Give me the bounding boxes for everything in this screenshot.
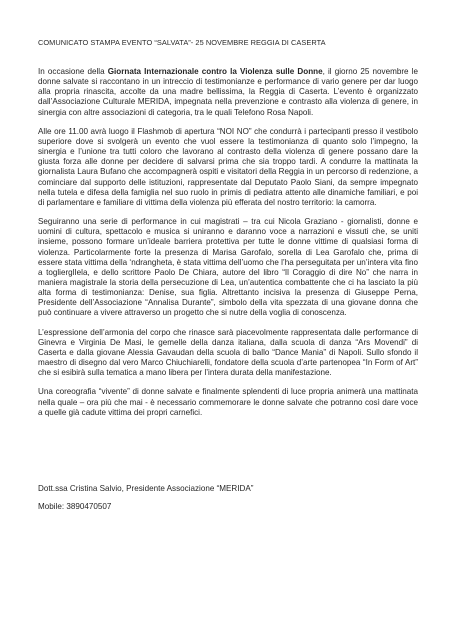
event-name-bold: Giornata Internazionale contro la Violenza sulle Donne: [107, 67, 323, 76]
document-body: [38, 67, 418, 427]
paragraph-dance: L’espressione dell’armonia del corpo che rinasce sarà piacevolmente rappresentata dalle performance di Ginevra e Virginia De Masi, le gemelle della danza italiana, dalla scuola di danza “Ars Movendi” di Caserta e dalla giovane Alessia Gavaudan della scuola di ballo “Dance Mania” di Napoli. Sullo sfondo il maestro di disegno dal vero Marco Chiuchiarelli, fondatore della scuola d’arte partenopea “In Form of Art” che si esibirà sulla tematica a mano libera per l’intera durata della manifestazione.: [38, 327, 418, 378]
paragraph-intro-lead: In occasione della: [38, 67, 108, 76]
press-release-heading: COMUNICATO STAMPA EVENTO “SALVATA”- 25 NOVEMBRE REGGIA DI CASERTA: [38, 38, 326, 47]
paragraph-intro-rest: , il giorno 25 novembre le donne salvate si raccontano in un intreccio di testimonianze e performance di vario genere per dar luogo alla propria rinascita, accolte da una madre bellissima, la Reggia di Caserta. L’evento è organizzato dall’Associazione Culturale MERIDA, impegnata nella prevenzione e contrasto alla violenza di genere, in sinergia con altre associazioni di categoria, tra le quali Telefono Rosa Napoli.: [38, 67, 418, 117]
mobile-number: Mobile: 3890470507: [38, 502, 112, 511]
paragraph-performances: Seguiranno una serie di performance in cui magistrati – tra cui Nicola Graziano - giornalisti, donne e uomini di cultura, spettacolo e musica si uniranno e daranno voce a narrazioni e vissuti che, se uniti insieme, possono formare un’ideale barriera protettiva per tutte le donne vittime di qualsiasi forma di violenza. Particolarmente forte la presenza di Marisa Garofalo, sorella di Lea Garofalo che, prima di essere stata vittima della ‘ndrangheta, è stata vittima dell’uomo che l’ha perseguitata per un’intera vita fino a toglierglIela, e dello scrittore Paolo De Chiara, autore del libro “Il Coraggio di dire No” che narra in maniera magistrale la storia della persecuzione di Lea, un’autentica combattente che ci ha lasciato la più alta forma di testimonianza: Denise, sua figlia. Altrettanto incisiva la presenza di Giuseppe Perna, Presidente dell’Associazione “Annalisa Durante”, simbolo della vita spezzata di una giovane donna che può continuare a vivere attraverso un progetto che si nutre della voglia di conoscenza.: [38, 217, 418, 318]
paragraph-intro: [38, 67, 418, 118]
signature: Dott.ssa Cristina Salvio, Presidente Associazione “MERIDA”: [38, 484, 254, 493]
paragraph-flashmob: Alle ore 11.00 avrà luogo il Flashmob di apertura “NOI NO” che condurrà i partecipanti presso il vestibolo superiore dove si svolgerà un evento che vuol essere la testimonianza di quanto solo l’impegno, la sinergia e l’unione tra tutti coloro che lavorano al contrasto della violenza di genere possano dare la giusta forza alle donne per decidere di salvarsi prima che sia troppo tardi. A condurre la mattinata la giornalista Laura Bufano che accompagnerà ospiti e visitatori della Reggia in un percorso di redenzione, a cominciare dal supporto delle istituzioni, rappresentate dal Deputato Paolo Siani, da sempre impegnato nella tutela e difesa della famiglia nel suo ruolo in primis di pediatra attento alle dinamiche familiari, e poi di parlamentare e familiare di vittima della violenza più efferata del nostro territorio: la camorra.: [38, 126, 418, 207]
paragraph-choreography: Una coreografia “vivente” di donne salvate e finalmente splendenti di luce propria animerà una mattinata nella quale – ora più che mai - è necessario commemorare le donne salvate che potranno così dare voce a quelle già cadute vittima dei propri carnefici.: [38, 387, 418, 417]
